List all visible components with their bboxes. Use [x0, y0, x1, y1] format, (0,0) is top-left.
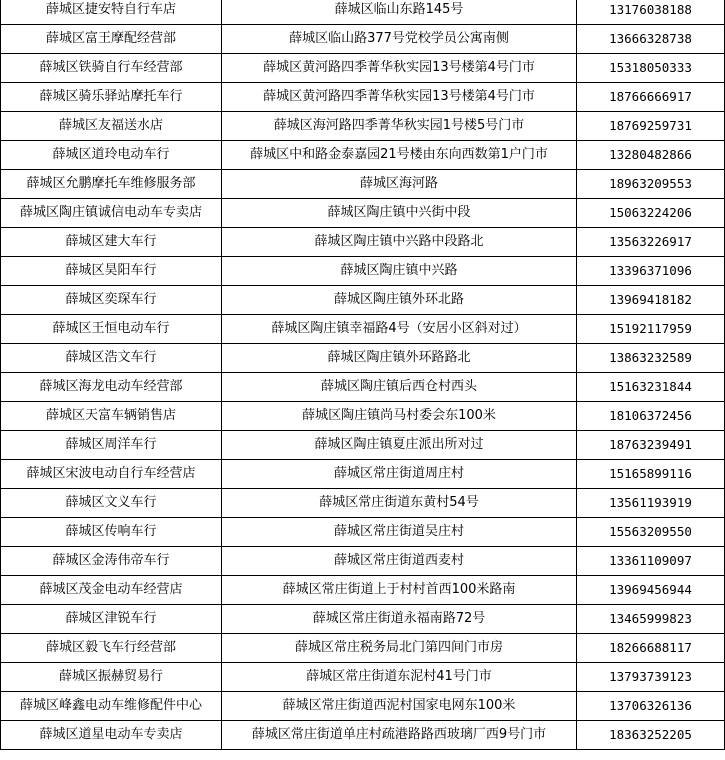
shop-phone-cell: 15063224206	[577, 199, 725, 228]
shop-address-cell: 薛城区陶庄镇夏庄派出所对过	[222, 431, 577, 460]
table-row	[1, 257, 725, 286]
shop-phone-cell: 13863232589	[577, 344, 725, 373]
table-row	[1, 286, 725, 315]
shop-name-cell: 薛城区奕琛车行	[1, 286, 222, 315]
shop-phone-cell: 13666328738	[577, 25, 725, 54]
shop-phone-cell: 13706326136	[577, 692, 725, 721]
shop-address-cell: 薛城区陶庄镇中兴路中段路北	[222, 228, 577, 257]
shop-name-cell: 薛城区宋波电动自行车经营店	[1, 460, 222, 489]
table-row	[1, 547, 725, 576]
table-row	[1, 315, 725, 344]
shop-phone-cell: 13561193919	[577, 489, 725, 518]
shop-address-cell: 薛城区陶庄镇外环路路北	[222, 344, 577, 373]
shop-address-cell: 薛城区陶庄镇外环北路	[222, 286, 577, 315]
shop-address-cell: 薛城区陶庄镇中兴街中段	[222, 199, 577, 228]
shop-address-cell: 薛城区常庄街道东泥村41号门市	[222, 663, 577, 692]
shop-phone-cell: 18963209553	[577, 170, 725, 199]
shop-name-cell: 薛城区茂金电动车经营店	[1, 576, 222, 605]
shop-address-cell: 薛城区常庄街道东黄村54号	[222, 489, 577, 518]
table-row	[1, 518, 725, 547]
dealer-table-body	[1, 0, 725, 750]
table-row	[1, 170, 725, 199]
table-row	[1, 634, 725, 663]
shop-name-cell: 薛城区毅飞车行经营部	[1, 634, 222, 663]
table-row	[1, 344, 725, 373]
shop-name-cell: 薛城区富王摩配经营部	[1, 25, 222, 54]
shop-name-cell: 薛城区金涛伟帝车行	[1, 547, 222, 576]
shop-address-cell: 薛城区海河路四季菁华秋实园1号楼5号门市	[222, 112, 577, 141]
table-row	[1, 460, 725, 489]
shop-address-cell: 薛城区常庄街道西泥村国家电网东100米	[222, 692, 577, 721]
shop-address-cell: 薛城区黄河路四季菁华秋实园13号楼第4号门市	[222, 83, 577, 112]
table-row	[1, 692, 725, 721]
shop-phone-cell: 18266688117	[577, 634, 725, 663]
shop-phone-cell: 15318050333	[577, 54, 725, 83]
shop-name-cell: 薛城区陶庄镇诚信电动车专卖店	[1, 199, 222, 228]
shop-name-cell: 薛城区铁骑自行车经营部	[1, 54, 222, 83]
shop-address-cell: 薛城区陶庄镇后西仓村西头	[222, 373, 577, 402]
shop-address-cell: 薛城区常庄街道周庄村	[222, 460, 577, 489]
shop-phone-cell: 13280482866	[577, 141, 725, 170]
shop-address-cell: 薛城区陶庄镇中兴路	[222, 257, 577, 286]
table-row	[1, 0, 725, 25]
shop-name-cell: 薛城区浩文车行	[1, 344, 222, 373]
shop-phone-cell: 13969418182	[577, 286, 725, 315]
shop-phone-cell: 15563209550	[577, 518, 725, 547]
shop-phone-cell: 13396371096	[577, 257, 725, 286]
shop-name-cell: 薛城区骑乐驿站摩托车行	[1, 83, 222, 112]
table-row	[1, 721, 725, 750]
shop-address-cell: 薛城区常庄街道上于村村首西100米路南	[222, 576, 577, 605]
shop-address-cell: 薛城区临山东路145号	[222, 0, 577, 25]
shop-phone-cell: 15165899116	[577, 460, 725, 489]
shop-address-cell: 薛城区陶庄镇幸福路4号（安居小区斜对过）	[222, 315, 577, 344]
table-row	[1, 663, 725, 692]
shop-phone-cell: 13361109097	[577, 547, 725, 576]
shop-name-cell: 薛城区友福送水店	[1, 112, 222, 141]
table-row	[1, 228, 725, 257]
shop-phone-cell: 15192117959	[577, 315, 725, 344]
table-row	[1, 489, 725, 518]
table-row	[1, 199, 725, 228]
shop-name-cell: 薛城区周洋车行	[1, 431, 222, 460]
shop-phone-cell: 13176038188	[577, 0, 725, 25]
table-row	[1, 83, 725, 112]
shop-name-cell: 薛城区道星电动车专卖店	[1, 721, 222, 750]
shop-phone-cell: 18363252205	[577, 721, 725, 750]
table-row	[1, 112, 725, 141]
shop-address-cell: 薛城区海河路	[222, 170, 577, 199]
shop-name-cell: 薛城区昊阳车行	[1, 257, 222, 286]
table-row	[1, 605, 725, 634]
shop-phone-cell: 13969456944	[577, 576, 725, 605]
shop-address-cell: 薛城区临山路377号党校学员公寓南侧	[222, 25, 577, 54]
shop-address-cell: 薛城区陶庄镇尚马村委会东100米	[222, 402, 577, 431]
table-row	[1, 25, 725, 54]
table-row	[1, 402, 725, 431]
shop-phone-cell: 13465999823	[577, 605, 725, 634]
shop-phone-cell: 18769259731	[577, 112, 725, 141]
shop-address-cell: 薛城区常庄街道西麦村	[222, 547, 577, 576]
shop-address-cell: 薛城区黄河路四季菁华秋实园13号楼第4号门市	[222, 54, 577, 83]
shop-name-cell: 薛城区道玲电动车行	[1, 141, 222, 170]
shop-name-cell: 薛城区文义车行	[1, 489, 222, 518]
table-row	[1, 576, 725, 605]
table-row	[1, 141, 725, 170]
shop-name-cell: 薛城区津锐车行	[1, 605, 222, 634]
shop-name-cell: 薛城区海龙电动车经营部	[1, 373, 222, 402]
shop-name-cell: 薛城区捷安特自行车店	[1, 0, 222, 25]
shop-phone-cell: 18106372456	[577, 402, 725, 431]
shop-name-cell: 薛城区天富车辆销售店	[1, 402, 222, 431]
shop-address-cell: 薛城区常庄街道单庄村疏港路路西玻璃厂西9号门市	[222, 721, 577, 750]
shop-name-cell: 薛城区允鹏摩托车维修服务部	[1, 170, 222, 199]
shop-phone-cell: 18763239491	[577, 431, 725, 460]
table-row	[1, 431, 725, 460]
shop-address-cell: 薛城区常庄税务局北门第四间门市房	[222, 634, 577, 663]
shop-name-cell: 薛城区传响车行	[1, 518, 222, 547]
shop-address-cell: 薛城区常庄街道吴庄村	[222, 518, 577, 547]
shop-phone-cell: 13793739123	[577, 663, 725, 692]
shop-phone-cell: 15163231844	[577, 373, 725, 402]
shop-name-cell: 薛城区建大车行	[1, 228, 222, 257]
shop-name-cell: 薛城区峰鑫电动车维修配件中心	[1, 692, 222, 721]
shop-phone-cell: 13563226917	[577, 228, 725, 257]
shop-name-cell: 薛城区王恒电动车行	[1, 315, 222, 344]
shop-address-cell: 薛城区中和路金泰嘉园21号楼由东向西数第1户门市	[222, 141, 577, 170]
shop-name-cell: 薛城区振赫贸易行	[1, 663, 222, 692]
table-row	[1, 373, 725, 402]
shop-address-cell: 薛城区常庄街道永福南路72号	[222, 605, 577, 634]
shop-phone-cell: 18766666917	[577, 83, 725, 112]
table-row	[1, 54, 725, 83]
